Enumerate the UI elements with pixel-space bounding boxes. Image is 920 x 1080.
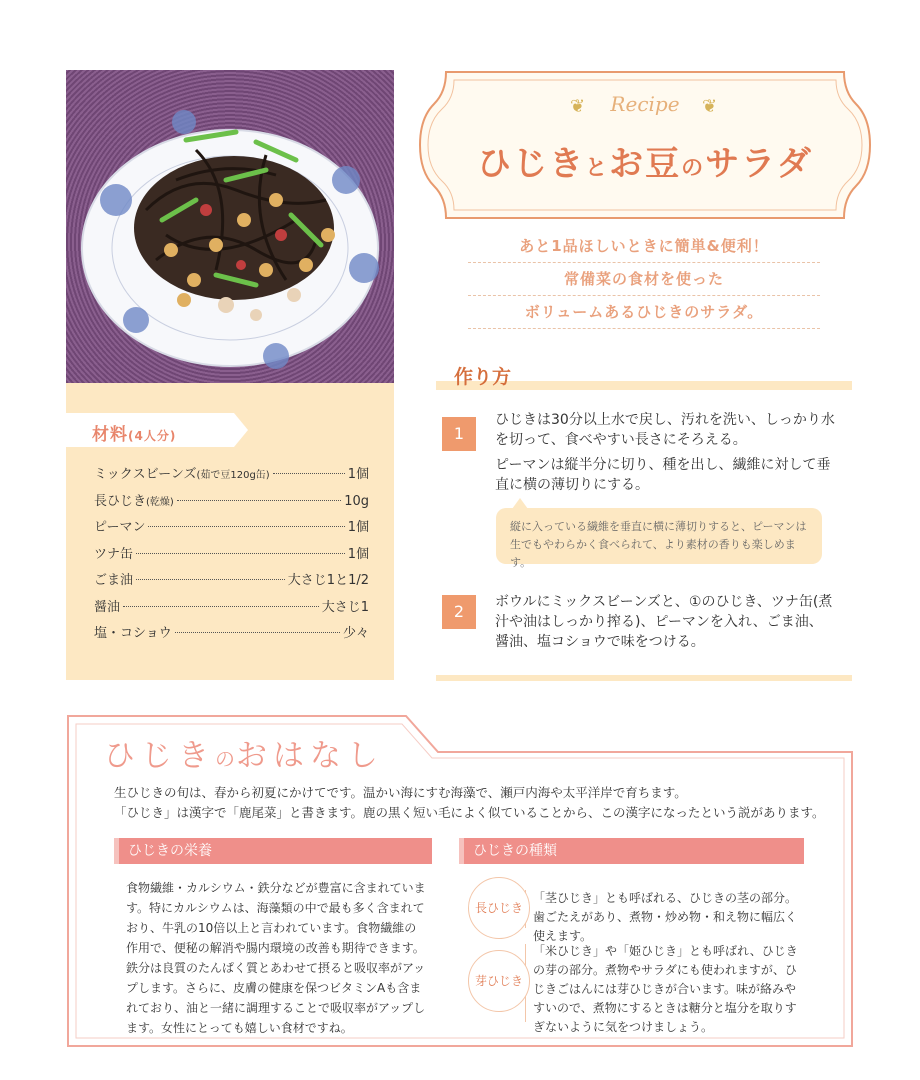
method-bottom-bar [436, 675, 852, 681]
method-title: 作り方 [454, 366, 512, 388]
ingredient-name-text: 醤油 [94, 599, 121, 615]
leaf-right-icon: ❦ [702, 96, 718, 117]
kind-text-me-hijiki: 「米ひじき」や「姫ひじき」とも呼ばれ、ひじきの芽の部分。煮物やサラダにも使われますが、ひじきごはんには芽ひじきが合います。味が絡みやすいので、煮物にするときは糖分と塩分を取りすぎないように気をつけましょう。 [533, 944, 798, 1034]
intro-line: あと1品ほしいときに簡単&便利！ [468, 230, 820, 263]
ingredient-name-text: ツナ缶 [94, 546, 134, 562]
dotted-leader [136, 579, 285, 580]
ingredient-name [94, 463, 270, 482]
dish-title-part: ひじき [477, 144, 586, 184]
dish-title-part: と [585, 156, 610, 181]
ingredient-row [94, 569, 369, 596]
ingredient-note: (乾燥) [146, 496, 174, 508]
kinds-heading: ひじきの種類 [459, 838, 804, 864]
ingredient-name [94, 596, 120, 615]
kind-label-me-hijiki: 芽ひじき [468, 950, 530, 1012]
story-title-part: の [215, 747, 236, 771]
dotted-leader [136, 553, 345, 554]
ingredient-name-text: ミックスビーンズ [94, 467, 197, 482]
dotted-leader [123, 606, 319, 607]
ingredient-name-text: 塩・コショウ [94, 626, 172, 641]
intro-line: ボリュームあるひじきのサラダ。 [468, 296, 820, 329]
dish-title-part: サラダ [705, 144, 813, 184]
ingredient-row [94, 516, 369, 543]
ingredient-note: (茹で豆120g缶) [196, 470, 270, 481]
ingredient-name [94, 516, 145, 535]
ingredient-amount: 大さじ1 [321, 599, 369, 615]
dish-title-part: の [681, 156, 706, 181]
nutrition-text: 食物繊維・カルシウム・鉄分などが豊富に含まれています。特にカルシウムは、海藻類の中で最も多く含まれており、牛乳の10倍以上と言われています。食物繊維の作用で、便秘の解消や腸内環境の改善も期待できます。鉄分は良質のたんぱく質とあわせて摂ると吸収率がアップします。さらに、皮膚の健康を保つビタミンAも含まれており、油と一緒に調理することで吸収率がアップします。女性にとっても嬉しい食材ですね。 [126, 881, 426, 1035]
dotted-leader [273, 473, 345, 474]
leaf-left-icon: ❦ [570, 96, 586, 117]
ingredient-name [94, 569, 133, 588]
ingredient-name [94, 622, 172, 641]
dish-title-part: お豆 [609, 144, 682, 184]
dotted-leader [177, 500, 341, 501]
kind-text-naga-hijiki: 「茎ひじき」とも呼ばれる、ひじきの茎の部分。歯ごたえがあり、煮物・炒め物・和え物に幅広く使えます。 [533, 891, 798, 943]
step-2-badge: 2 [442, 595, 476, 629]
recipe-script-label: Recipe [610, 92, 680, 116]
hijiki-story-box [66, 714, 854, 1048]
ingredient-amount: 1個 [347, 467, 369, 482]
dotted-leader [175, 632, 340, 633]
method-heading [436, 362, 852, 390]
ingredient-row [94, 490, 369, 517]
hijiki-salad-illustration [66, 70, 394, 383]
ingredient-row [94, 622, 369, 649]
ingredients-panel [66, 383, 394, 680]
step-1-badge: 1 [442, 417, 476, 451]
dotted-leader [148, 526, 344, 527]
ingredients-title: 材料(4人分) [92, 425, 177, 445]
ingredient-name-text: 長ひじき [94, 493, 147, 509]
dish-title [416, 136, 874, 185]
ingredient-row [94, 596, 369, 623]
dish-photo [66, 70, 394, 383]
ingredient-row [94, 543, 369, 570]
story-title-part: おはなし [236, 738, 384, 774]
ingredient-amount: 10g [344, 493, 369, 509]
ingredient-amount: 大さじ1と1/2 [287, 573, 369, 588]
story-paragraph-2: 「ひじき」は漢字で「鹿尾菜」と書きます。鹿の黒く短い毛によく似ていることから、この漢字になったという説があります。 [114, 805, 825, 820]
step-1-text-2: ピーマンは縦半分に切り、種を出し、繊維に対して垂直に横の薄切りにする。 [495, 457, 831, 493]
story-title [104, 730, 384, 775]
ingredient-name-text: ピーマン [94, 520, 146, 535]
ingredient-amount: 少々 [342, 626, 369, 641]
ingredient-row [94, 463, 369, 490]
ingredient-amount: 1個 [347, 520, 369, 535]
intro-line: 常備菜の食材を使った [468, 263, 820, 296]
recipe-title-banner [416, 70, 874, 220]
ingredient-name [94, 543, 133, 562]
ingredient-name-text: ごま油 [94, 573, 134, 588]
step-2-text: ボウルにミックスビーンズと、①のひじき、ツナ缶(煮汁や油はしっかり搾る)、ピーマンを入れ、ごま油、醤油、塩コショウで味をつける。 [495, 594, 833, 650]
tip-bubble: 縦に入っている繊維を垂直に横に薄切りすると、ピーマンは生でもやわらかく食べられて、より素材の香りも楽しめます。 [496, 508, 822, 564]
ingredient-amount: 1個 [347, 546, 369, 562]
ingredients-list [94, 463, 369, 649]
ingredient-name [94, 490, 174, 509]
story-paragraph-1: 生ひじきの旬は、春から初夏にかけてです。温かい海にすむ海藻で、瀬戸内海や太平洋岸で育ちます。 [114, 785, 687, 800]
kind-label-naga-hijiki: 長ひじき [468, 877, 530, 939]
recipe-intro [468, 230, 820, 329]
nutrition-heading: ひじきの栄養 [114, 838, 432, 864]
story-title-part: ひじき [104, 738, 215, 774]
step-1-text: ひじきは30分以上水で戻し、汚れを洗い、しっかり水を切って、食べやすい長さにそろえる。 [495, 412, 835, 448]
